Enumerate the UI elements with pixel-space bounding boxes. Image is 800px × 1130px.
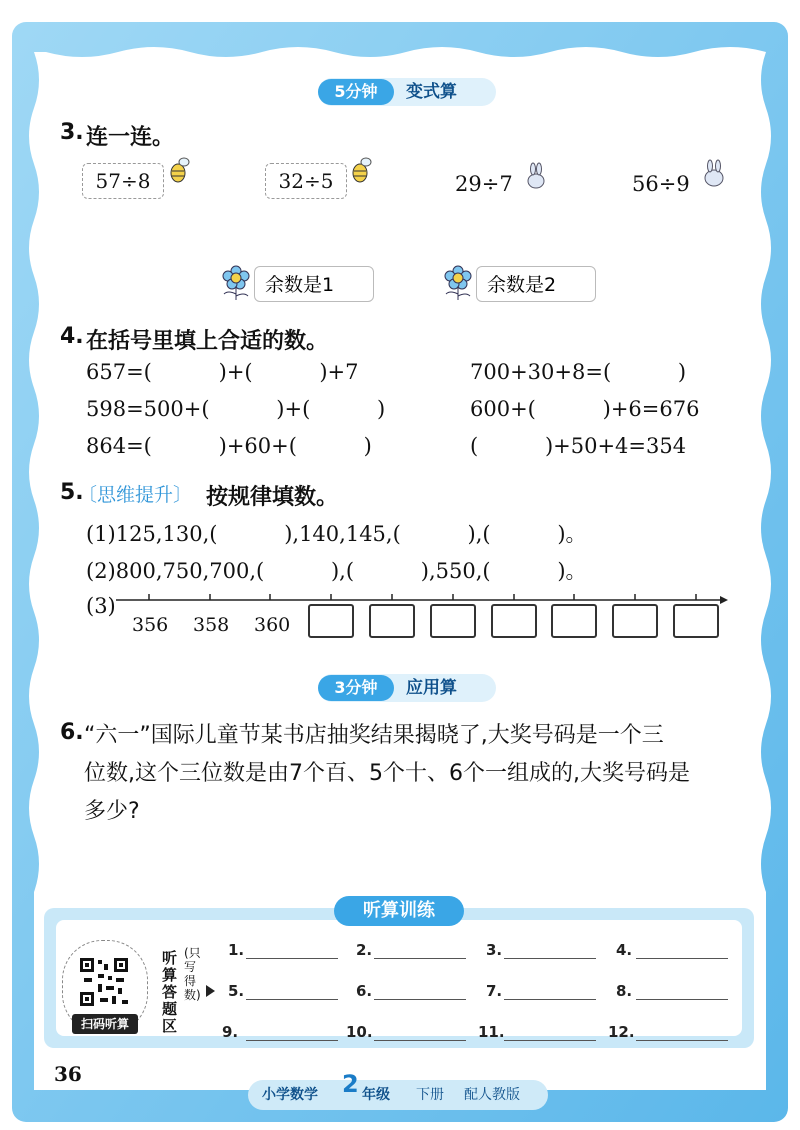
section-title: 应用算	[406, 678, 457, 698]
answer-area-label: 听算答题区	[162, 949, 178, 1035]
remainder-card[interactable]: 余数是2	[476, 266, 596, 302]
tick-label: 360	[254, 614, 291, 636]
division-card[interactable]: 32÷5	[265, 163, 347, 199]
qr-code-icon[interactable]	[78, 956, 130, 1008]
answer-item-number: 9.	[222, 1023, 239, 1041]
time-badge: 3分钟	[318, 675, 394, 701]
answer-box[interactable]	[430, 604, 476, 638]
answer-blank[interactable]	[636, 1040, 728, 1041]
tick-label: 358	[193, 614, 230, 636]
answer-item-number: 1.	[228, 941, 245, 959]
grade-word: 年级	[362, 1087, 390, 1103]
question-6-number: 6.	[60, 720, 84, 745]
remainder-card[interactable]: 余数是1	[254, 266, 374, 302]
fill-in-equation[interactable]: 700+30+8=( )	[470, 360, 687, 384]
question-6-text: 位数,这个三位数是由7个百、5个十、6个一组成的,大奖号码是	[84, 761, 690, 786]
answer-blank[interactable]	[246, 999, 338, 1000]
bee-icon	[166, 155, 192, 185]
book-subject: 小学数学	[262, 1087, 318, 1103]
fill-in-equation[interactable]: 598=500+( )+( )	[86, 397, 386, 421]
answer-item-number: 3.	[486, 941, 503, 959]
answer-box[interactable]	[491, 604, 537, 638]
listening-panel-inner	[56, 920, 742, 1036]
section-title: 变式算	[406, 82, 457, 102]
flower-icon	[440, 262, 476, 302]
division-card[interactable]: 29÷7	[455, 172, 513, 196]
question-3-title: 连一连。	[86, 125, 175, 150]
answer-item-number: 8.	[616, 982, 633, 1000]
answer-area-note: (只写得数)	[184, 946, 201, 1002]
sequence-line[interactable]: (2)800,750,700,( ),( ),550,( )。	[86, 559, 587, 583]
flower-icon	[218, 262, 254, 302]
answer-item-number: 5.	[228, 982, 245, 1000]
answer-blank[interactable]	[504, 1040, 596, 1041]
division-card[interactable]: 56÷9	[632, 172, 690, 196]
answer-item-number: 2.	[356, 941, 373, 959]
answer-box[interactable]	[673, 604, 719, 638]
answer-blank[interactable]	[374, 1040, 466, 1041]
answer-item-number: 4.	[616, 941, 633, 959]
volume: 下册	[416, 1087, 444, 1103]
answer-blank[interactable]	[504, 999, 596, 1000]
fill-in-equation[interactable]: 864=( )+60+( )	[86, 434, 372, 458]
rabbit-icon	[701, 158, 727, 188]
thinking-tag: 〔思维提升〕	[78, 484, 193, 506]
question-4-title: 在括号里填上合适的数。	[86, 329, 329, 354]
fill-in-equation[interactable]: 600+( )+6=676	[470, 397, 700, 421]
answer-blank[interactable]	[374, 999, 466, 1000]
division-card[interactable]: 57÷8	[82, 163, 164, 199]
section-header-variation	[318, 78, 496, 106]
fill-in-equation[interactable]: 657=( )+( )+7	[86, 360, 359, 384]
listening-title: 听算训练	[334, 896, 464, 926]
answer-blank[interactable]	[246, 958, 338, 959]
bee-icon	[348, 155, 374, 185]
fill-in-equation[interactable]: ( )+50+4=354	[470, 434, 687, 458]
tick-label: 356	[132, 614, 169, 636]
section-header-application	[318, 674, 496, 702]
page-number: 36	[54, 1062, 82, 1086]
question-3-number: 3.	[60, 120, 84, 145]
answer-blank[interactable]	[504, 958, 596, 959]
answer-box[interactable]	[308, 604, 354, 638]
answer-item-number: 10.	[346, 1023, 373, 1041]
edition: 配人教版	[464, 1087, 520, 1103]
question-5-title: 按规律填数。	[206, 485, 339, 510]
scan-label[interactable]: 扫码听算	[72, 1014, 138, 1034]
answer-blank[interactable]	[636, 999, 728, 1000]
question-4-number: 4.	[60, 324, 84, 349]
question-6-text: 多少?	[84, 799, 140, 824]
answer-item-number: 11.	[478, 1023, 505, 1041]
answer-blank[interactable]	[246, 1040, 338, 1041]
question-5-number: 5.	[60, 480, 84, 505]
answer-box[interactable]	[551, 604, 597, 638]
answer-box[interactable]	[369, 604, 415, 638]
arrow-right-icon	[204, 984, 216, 998]
answer-item-number: 6.	[356, 982, 373, 1000]
question-6-text: “六一”国际儿童节某书店抽奖结果揭晓了,大奖号码是一个三	[84, 723, 664, 748]
answer-item-number: 7.	[486, 982, 503, 1000]
answer-item-number: 12.	[608, 1023, 635, 1041]
answer-box[interactable]	[612, 604, 658, 638]
rabbit-icon	[524, 162, 548, 190]
answer-blank[interactable]	[374, 958, 466, 959]
sequence-line[interactable]: (1)125,130,( ),140,145,( ),( )。	[86, 522, 587, 546]
number-line-label: (3)	[86, 594, 116, 618]
answer-blank[interactable]	[636, 958, 728, 959]
grade-number: 2	[342, 1070, 359, 1098]
time-badge: 5分钟	[318, 79, 394, 105]
